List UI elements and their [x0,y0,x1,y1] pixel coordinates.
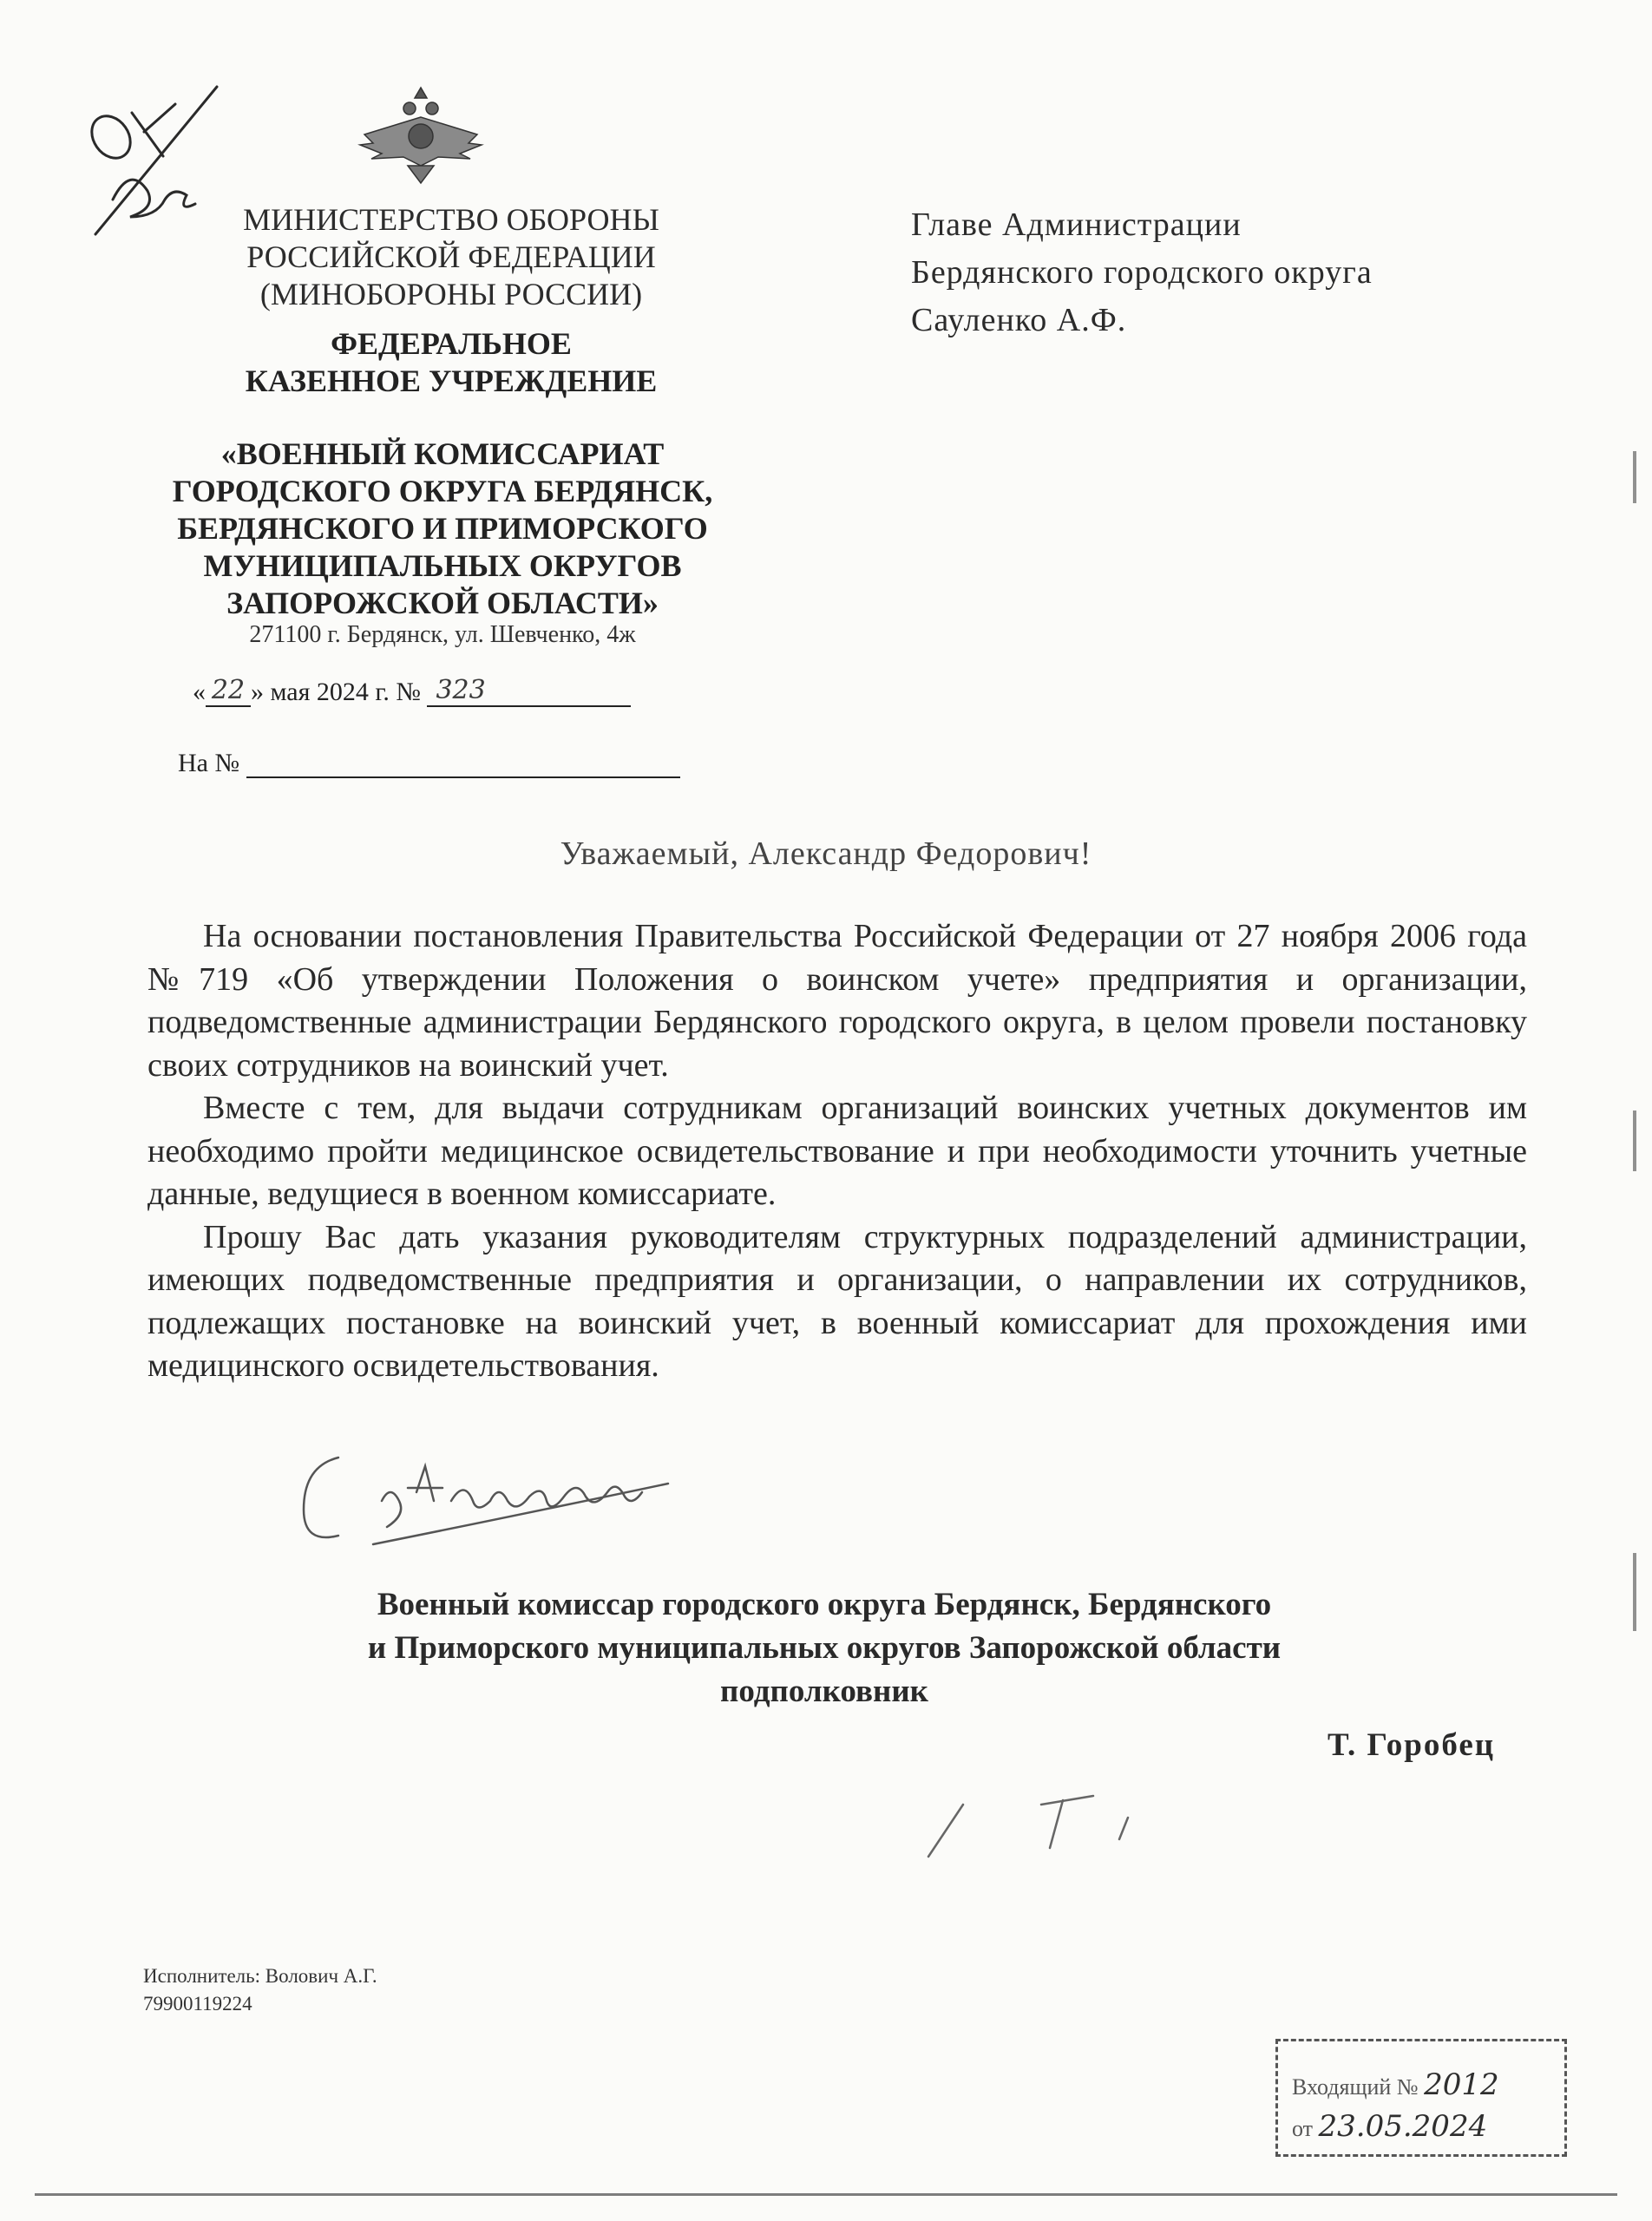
recipient-line3: Сауленко А.Ф. [911,302,1127,338]
institution-line1: ФЕДЕРАЛЬНОЕ [331,326,572,361]
commissariat-line: МУНИЦИПАЛЬНЫХ ОКРУГОВ [203,548,682,583]
ministry-line1: МИНИСТЕРСТВО ОБОРОНЫ [243,202,659,237]
commissariat-line: ЗАПОРОЖСКОЙ ОБЛАСТИ» [226,586,659,620]
outgoing-day: 22 [206,675,251,707]
institution-line2: КАЗЕННОЕ УЧРЕЖДЕНИЕ [245,364,658,398]
ministry-line3: (МИНОБОРОНЫ РОССИИ) [259,277,643,311]
scan-artifact [1633,451,1636,503]
stamp-date: 23.05.2024 [1318,2109,1488,2144]
date-quote-open: « [193,678,206,706]
recipient-block [911,201,1373,344]
institution-type [156,325,746,400]
handwritten-closing [286,1440,807,1553]
stamp-from-label: от [1292,2116,1314,2141]
outgoing-date-number [193,675,631,707]
closing-text: С уважением [286,1440,292,1441]
signatory-line1: Военный комиссар городского округа Бердянск, Бердянского [377,1587,1272,1622]
outgoing-number: 323 [427,675,631,707]
stamp-incoming-label: Входящий № [1292,2074,1419,2100]
reply-label: На № [178,749,240,777]
ministry-line2: РОССИЙСКОЙ ФЕДЕРАЦИИ [246,239,656,274]
commissariat-line: ГОРОДСКОГО ОКРУГА БЕРДЯНСК, [172,474,713,508]
performer-name: Исполнитель: Волович А.Г. [143,1965,377,1987]
scan-artifact [1633,1110,1636,1171]
ministry-header [156,201,746,313]
letter-body [148,915,1527,1388]
commissariat-line: «ВОЕННЫЙ КОМИССАРИАТ [220,436,665,471]
signatory-line2: и Приморского муниципальных округов Запорожской области [367,1630,1282,1666]
greeting: Уважаемый, Александр Федорович! [560,835,1092,872]
signatory-line3: подполковник [720,1674,928,1709]
recipient-line1: Главе Администрации [911,206,1242,243]
date-month-year: » мая 2024 г. № [251,678,421,706]
reply-to-number [178,749,680,778]
recipient-line2: Бердянского городского округа [911,254,1373,291]
incoming-stamp [1275,2039,1567,2157]
address: 271100 г. Бердянск, ул. Шевченко, 4ж [249,621,636,648]
scan-artifact [35,2193,1617,2196]
reply-number-blank [246,750,680,778]
margin-note-text: ОК [78,121,80,122]
scan-artifact [1633,1553,1636,1631]
body-paragraph: На основании постановления Правительства Российской Федерации от 27 ноября 2006 года №719 «Об утверждении Положения о воинском учете» предприятия и организации, подведомственные администрации Бердянского городского округа, в целом провели постановку своих сотрудников на воинский учет. [148,918,1527,1084]
performer-info [143,1962,377,2018]
eagle-emblem-icon [356,82,486,187]
signature [920,1787,1163,1865]
commissariat-line: БЕРДЯНСКОГО И ПРИМОРСКОГО [177,511,708,546]
signatory-title [217,1583,1432,1713]
stamp-incoming-number: 2012 [1424,2067,1499,2102]
performer-phone: 79900119224 [143,1993,252,2015]
body-paragraph: Вместе с тем, для выдачи сотрудникам организаций воинских учетных документов им необходимо пройти медицинское освидетельствование и при необходимости уточнить учетные данные, ведущиеся в военном комиссариате. [148,1090,1527,1212]
body-paragraph: Прошу Вас дать указания руководителям структурных подразделений администрации, имеющих подведомственные предприятия и организации, о направлении их сотрудников, подлежащих постановке на воинский учет, в военный комиссариат для прохождения ими медицинского освидетельствования. [148,1218,1527,1384]
commissariat-name [130,436,755,622]
signatory-name: Т. Горобец [1328,1727,1496,1763]
